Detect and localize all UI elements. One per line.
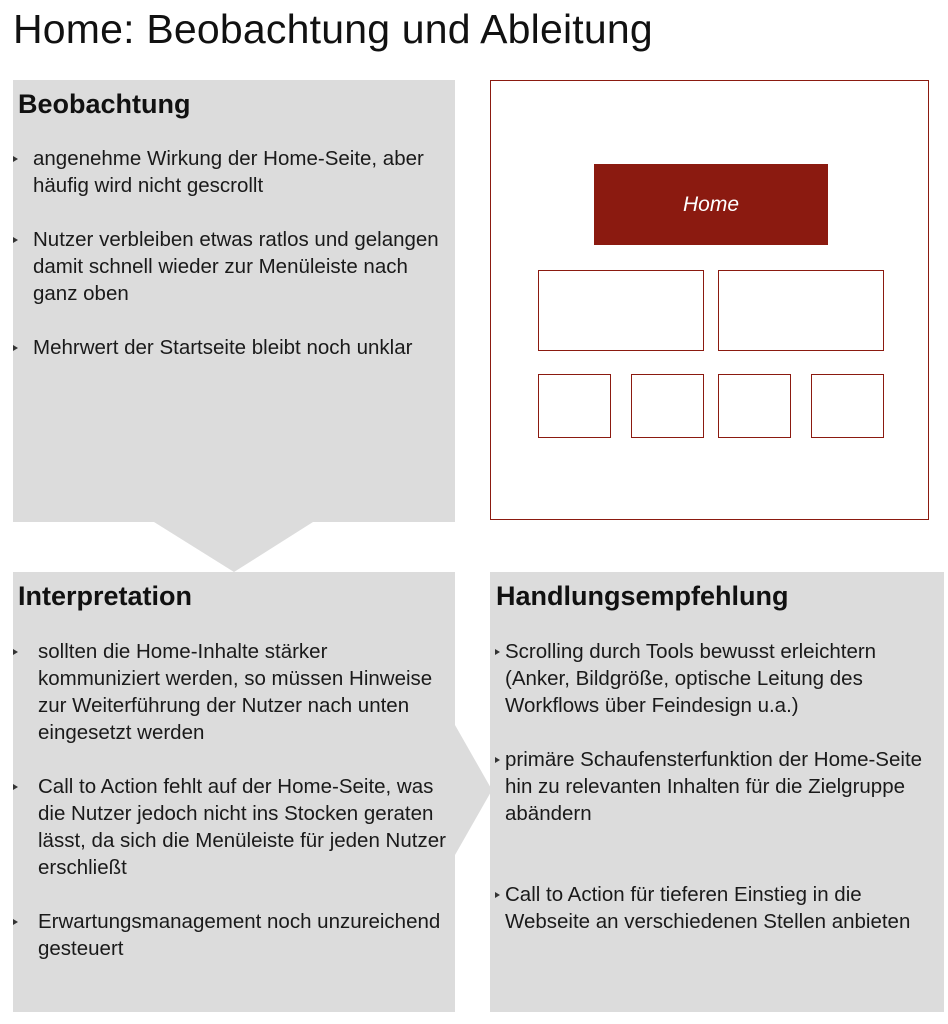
wireframe-large-box xyxy=(538,270,704,351)
bullet-triangle-icon xyxy=(495,649,500,655)
wireframe-small-box xyxy=(538,374,611,438)
list-item: Call to Action für tieferen Einstieg in die Webseite an verschiedenen Stellen anbieten xyxy=(490,881,940,935)
wireframe-small-box xyxy=(718,374,791,438)
observation-heading: Beobachtung xyxy=(18,89,191,119)
recommendation-panel xyxy=(490,572,940,962)
wireframe-small-box xyxy=(631,374,704,438)
bullet-triangle-icon xyxy=(13,345,18,351)
recommendation-list xyxy=(490,638,940,935)
list-item: Scrolling durch Tools bewusst erleichtern (Anker, Bildgröße, optische Leitung des Workflows über Feindesign u.a.) xyxy=(490,638,940,719)
bullet-triangle-icon xyxy=(495,892,500,898)
observation-panel xyxy=(13,80,453,388)
bullet-triangle-icon xyxy=(13,237,18,243)
bullet-triangle-icon xyxy=(13,784,18,790)
list-item: sollten die Home-Inhalte stärker kommuniziert werden, so müssen Hinweise zur Weiterführung der Nutzer nach unten eingesetzt werden xyxy=(13,638,453,746)
bullet-triangle-icon xyxy=(13,156,18,162)
interpretation-panel xyxy=(13,572,453,989)
list-item: Nutzer verbleiben etwas ratlos und gelangen damit schnell wieder zur Menüleiste nach ganz oben xyxy=(13,226,453,307)
page-title: Home: Beobachtung und Ableitung xyxy=(13,6,653,52)
list-item: Erwartungsmanagement noch unzureichend gesteuert xyxy=(13,908,453,962)
bullet-triangle-icon xyxy=(13,649,18,655)
list-item: angenehme Wirkung der Home-Seite, aber häufig wird nicht gescrollt xyxy=(13,145,453,199)
wireframe-home-block: Home xyxy=(594,164,828,245)
recommendation-heading: Handlungsempfehlung xyxy=(496,581,789,611)
observation-list xyxy=(13,145,453,361)
list-item: primäre Schaufensterfunktion der Home-Seite hin zu relevanten Inhalten für die Zielgruppe abändern xyxy=(490,746,940,827)
wireframe-large-box xyxy=(718,270,884,351)
wireframe-small-box xyxy=(811,374,884,438)
interpretation-list xyxy=(13,638,453,962)
interpretation-heading: Interpretation xyxy=(18,581,193,611)
bullet-triangle-icon xyxy=(13,919,18,925)
bullet-triangle-icon xyxy=(495,757,500,763)
list-item: Mehrwert der Startseite bleibt noch unklar xyxy=(13,334,453,361)
list-item: Call to Action fehlt auf der Home-Seite, was die Nutzer jedoch nicht ins Stocken geraten lässt, da sich die Menüleiste für jeden Nutzer erschließt xyxy=(13,773,453,881)
